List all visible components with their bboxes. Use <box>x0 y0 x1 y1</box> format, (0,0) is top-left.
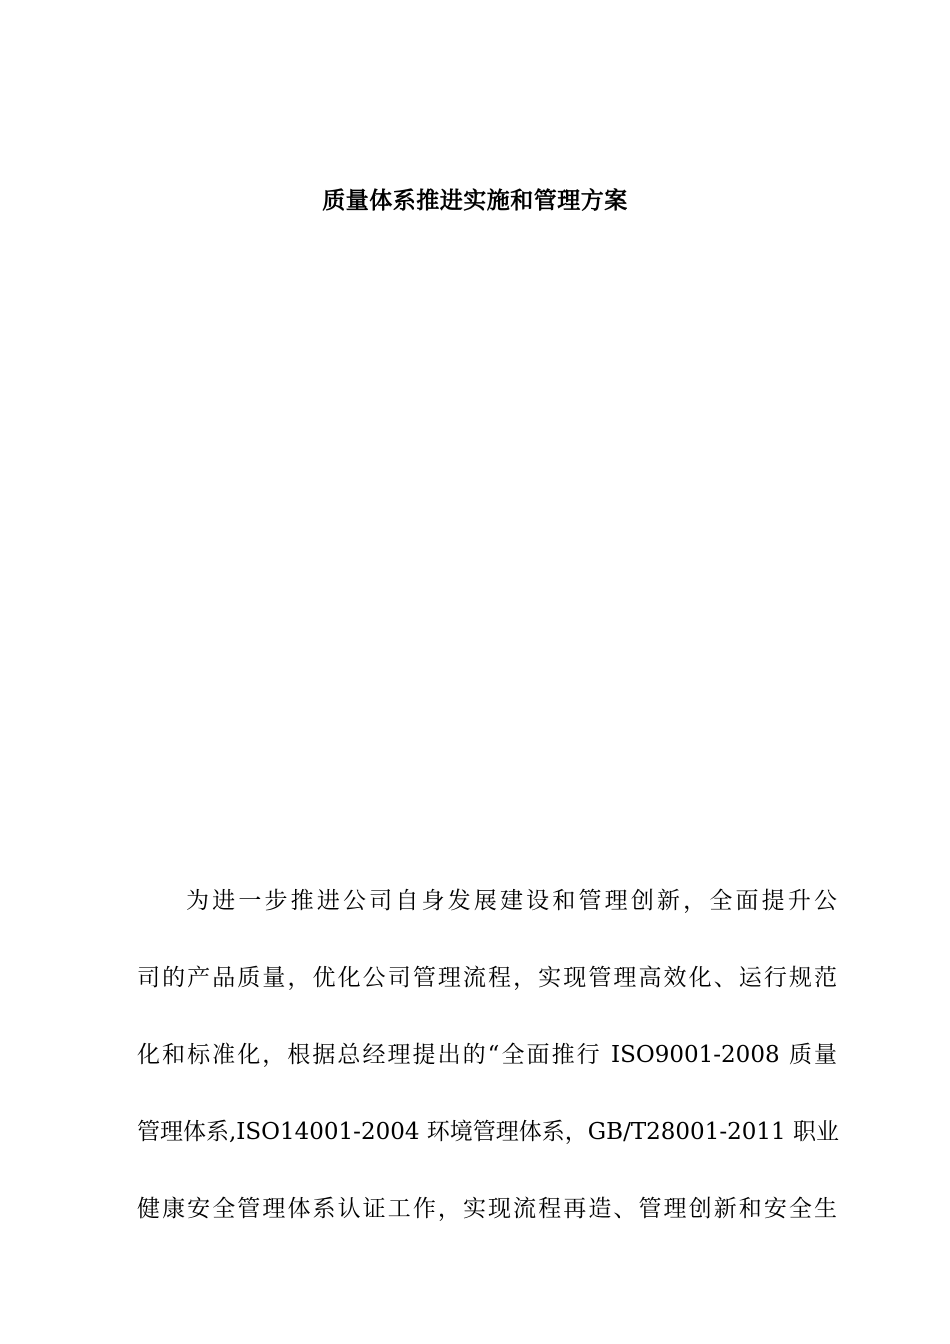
body-line-2: 司的产品质量，优化公司管理流程，实现管理高效化、运行规范 <box>137 965 837 991</box>
document-title: 质量体系推进实施和管理方案 <box>322 187 628 214</box>
body-line-3: 化和标准化，根据总经理提出的“全面推行 ISO9001-2008 质量 <box>137 1042 837 1068</box>
body-line-4: 管理体系,ISO14001-2004 环境管理体系，GB/T28001-2011 职业 <box>137 1119 839 1145</box>
body-line-5: 健康安全管理体系认证工作，实现流程再造、管理创新和安全生 <box>137 1196 837 1222</box>
body-line-1: 为进一步推进公司自身发展建设和管理创新，全面提升公 <box>186 888 837 914</box>
document-body <box>137 874 837 1259</box>
